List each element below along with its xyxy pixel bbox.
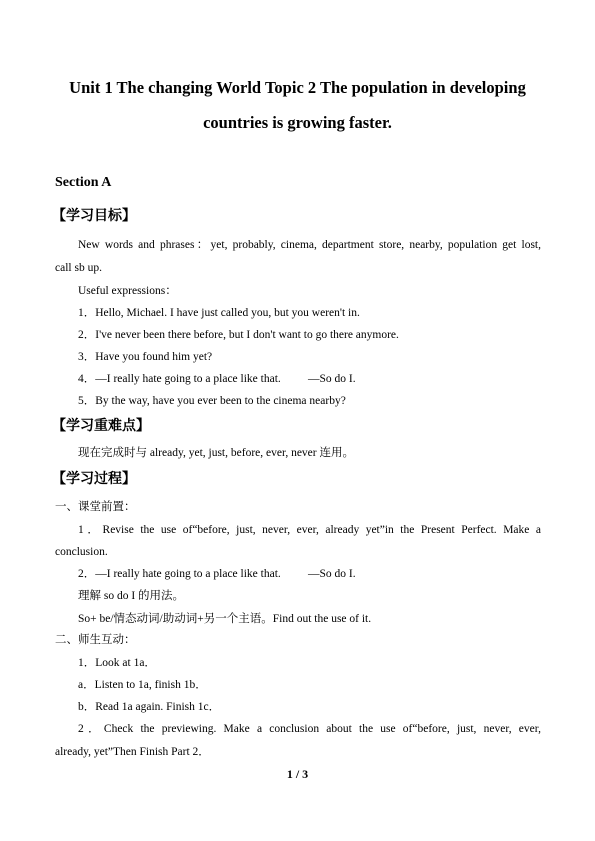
key-points-text: 现在完成时与 already, yet, just, before, ever, never 连用。 [78,447,354,459]
expression-2: 2．I've never been there before, but I don't want to go there anymore. [78,329,399,341]
new-words-line-2: call sb up. [55,262,102,274]
part-2-item-a: a．Listen to 1a, finish 1b． [78,679,207,691]
part-1-item-2-answer: —So do I. [308,568,356,580]
part-1-item-2-question: 2．—I really hate going to a place like that. [78,568,281,580]
heading-process: 【学习过程】 [52,471,136,487]
part-1-note-2: So+ be/情态动词/助动词+另一个主语。Find out the use of it. [78,613,372,625]
expression-5: 5．By the way, have you ever been to the cinema nearby? [78,395,346,407]
part-1-item-2 [78,567,541,581]
heading-objectives: 【学习目标】 [52,208,136,224]
document-title-line-2: countries is growing faster. [203,113,392,132]
part-1-title: 一、课堂前置： [55,501,136,513]
part-2-item-b: b．Read 1a again. Finish 1c． [78,701,221,713]
part-2-item-2-line-2: already, yet”Then Finish Part 2． [55,746,210,758]
section-label: Section A [55,175,112,190]
expression-4 [78,372,541,386]
heading-key-points: 【学习重难点】 [52,418,150,434]
new-words-line-1: New words and phrases：yet, probably, cinema, department store, nearby, population get lost, [78,239,541,251]
expression-4-answer: —So do I. [308,373,356,385]
part-2-title: 二、师生互动： [55,634,136,646]
document-title-line-1: Unit 1 The changing World Topic 2 The population in developing [69,78,526,97]
page-number: 1 / 3 [286,767,309,781]
part-1-item-1-line-1: 1．Revise the use of“before, just, never, ever, already yet”in the Present Perfect. Make a [78,524,541,536]
part-1-note-1: 理解 so do I 的用法。 [78,590,185,602]
expression-4-question: 4．—I really hate going to a place like that. [78,373,281,385]
part-1-item-1-line-2: conclusion. [55,546,108,558]
useful-expressions-label: Useful expressions： [78,285,177,297]
part-2-item-2-line-1: 2．Check the previewing. Make a conclusion about the use of“before, just, never, ever, [78,723,541,735]
expression-3: 3．Have you found him yet? [78,351,213,363]
part-2-item-1: 1．Look at 1a． [78,657,156,669]
expression-1: 1．Hello, Michael. I have just called you, but you weren't in. [78,307,360,319]
